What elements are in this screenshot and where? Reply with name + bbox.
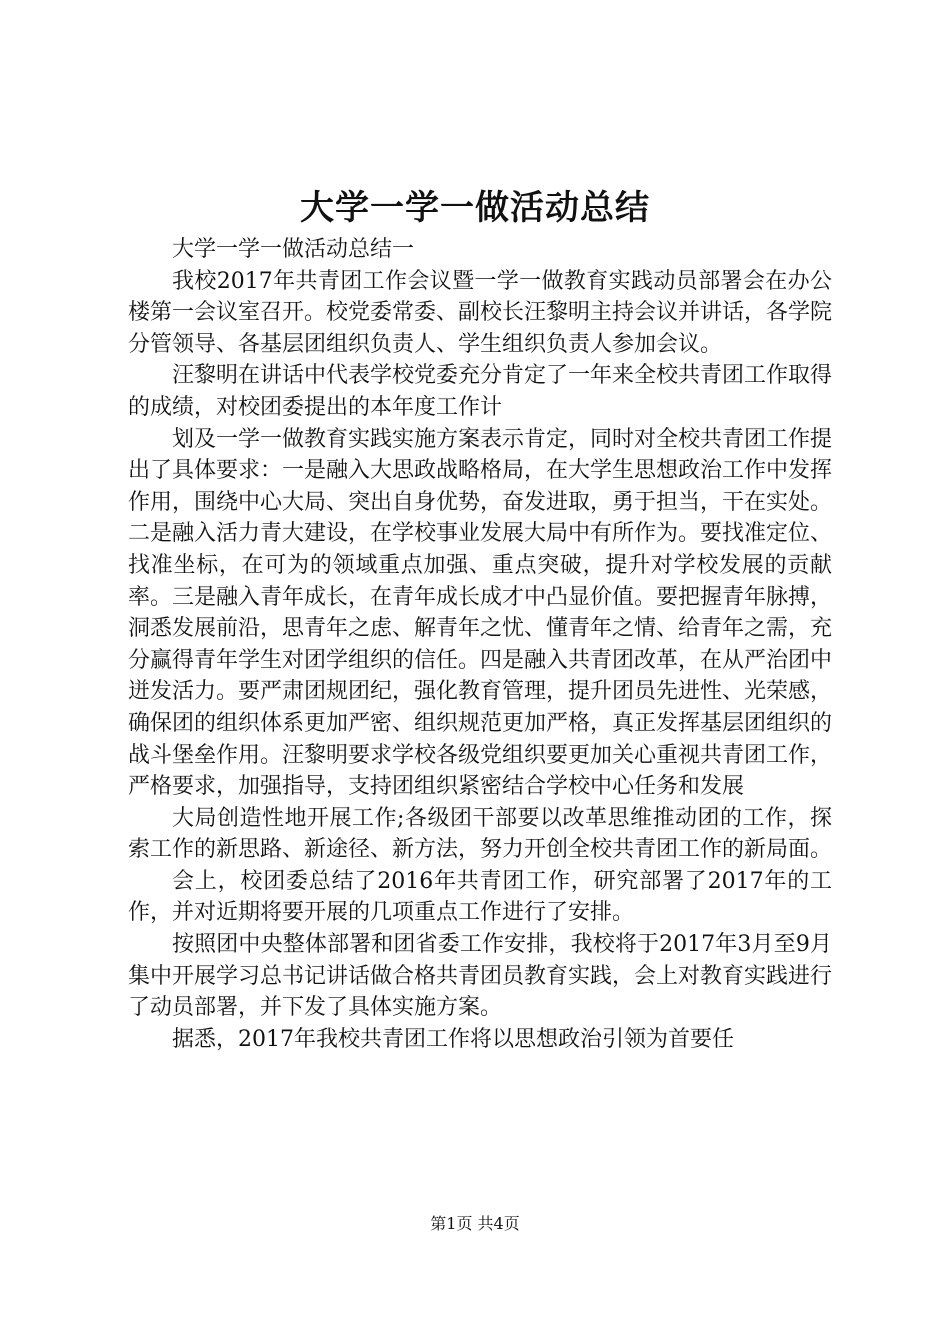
page-number-footer: 第1页 共4页 xyxy=(430,1214,520,1233)
body-paragraph: 据悉，2017年我校共青团工作将以思想政治引领为首要任 xyxy=(172,1026,734,1052)
body-paragraph: 划及一学一做教育实践实施方案表示肯定，同时对全校共青团工作提出了具体要求：一是融入大思政战略格局，在大学生思想政治工作中发挥作用，围绕中心大局、突出自身优势，奋发进取，勇于担当，干在实处。二是融入活力青大建设，在学校事业发展大局中有所作为。要找准定位、找准坐标，在可为的领域重点加强、重点突破，提升对学校发展的贡献率。三是融入青年成长，在青年成长成才中凸显价值。要把握青年脉搏，洞悉发展前沿，思青年之虑、解青年之忧、懂青年之情、给青年之需，充分赢得青年学生对团学组织的信任。四是融入共青团改革，在从严治团中迸发活力。要严肃团规团纪，强化教育管理，提升团员先进性、光荣感，确保团的组织体系更加严密、组织规范更加严格，真正发挥基层团组织的战斗堡垒作用。汪黎明要求学校各级党组织要更加关心重视共青团工作，严格要求，加强指导，支持团组织紧密结合学校中心任务和发展 xyxy=(128,426,833,800)
document-body xyxy=(128,234,832,1055)
document-title: 大学一学一做活动总结 xyxy=(300,188,650,228)
body-paragraph: 按照团中央整体部署和团省委工作安排，我校将于2017年3月至9月集中开展学习总书记讲话做合格共青团员教育实践，会上对教育实践进行了动员部署，并下发了具体实施方案。 xyxy=(128,932,833,1021)
subtitle-paragraph: 大学一学一做活动总结一 xyxy=(172,237,415,262)
body-paragraph: 汪黎明在讲话中代表学校党委充分肯定了一年来全校共青团工作取得的成绩，对校团委提出的本年度工作计 xyxy=(128,363,833,420)
body-paragraph: 会上，校团委总结了2016年共青团工作，研究部署了2017年的工作，并对近期将要开展的几项重点工作进行了安排。 xyxy=(128,868,832,926)
body-paragraph: 大局创造性地开展工作;各级团干部要以改革思维推动团的工作，探索工作的新思路、新途径、新方法，努力开创全校共青团工作的新局面。 xyxy=(128,805,833,863)
body-paragraph: 我校2017年共青团工作会议暨一学一做教育实践动员部署会在办公楼第一会议室召开。校党委常委、副校长汪黎明主持会议并讲话，各学院分管领导、各基层团组织负责人、学生组织负责人参加会议。 xyxy=(128,268,833,357)
